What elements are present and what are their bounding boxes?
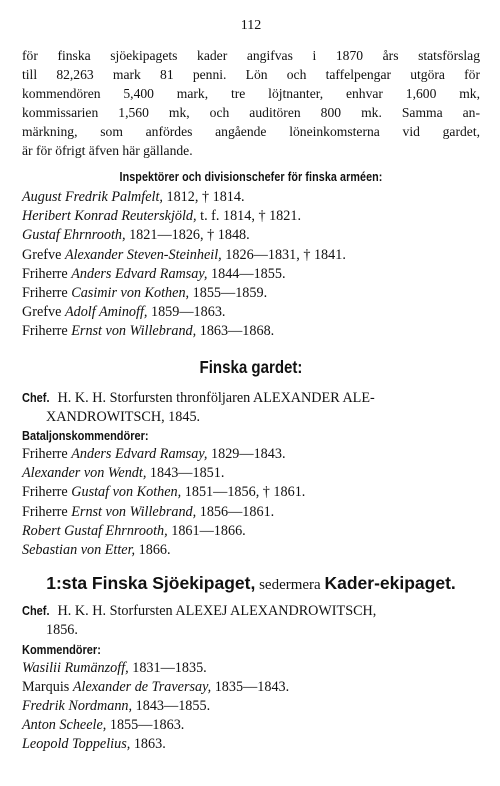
title-part: Kader-ekipaget.	[324, 573, 456, 594]
person-dates: 1812, † 1814.	[162, 189, 245, 205]
inspectors-list	[22, 188, 480, 342]
person-dates: 1821—1826, † 1848.	[125, 227, 250, 244]
list-item	[22, 246, 480, 265]
list-item	[22, 284, 480, 303]
list-item	[22, 735, 480, 754]
list-item	[22, 716, 480, 735]
person-dates: 1835—1843.	[211, 678, 290, 695]
list-item	[22, 265, 480, 284]
list-item	[22, 226, 480, 245]
intro-line: för finska sjöekipagets kader angifvas i 1870 års statsförslag	[22, 48, 480, 63]
person-name: Anders Edvard Ramsay,	[71, 265, 208, 282]
list-item	[22, 322, 480, 341]
intro-line: kommendören 5,400 mark, tre löjtnanter, enhvar 1,600 mk,	[22, 86, 480, 101]
chef-label: Chef.	[22, 603, 50, 619]
person-dates: 1856—1861.	[196, 503, 275, 520]
title-part: 1:sta Finska Sjöekipaget,	[46, 573, 256, 594]
person-name: Ernst von Willebrand,	[71, 503, 197, 520]
person-name: Fredrik Nordmann,	[22, 698, 133, 715]
chef-text-cont: 1856.	[46, 622, 78, 639]
person-name: Leopold Toppelius,	[22, 736, 131, 753]
list-item	[22, 659, 480, 678]
person-dates: 1843—1855.	[132, 698, 211, 715]
commanders-label: Bataljonskommendörer:	[22, 428, 149, 444]
intro-paragraph	[22, 46, 480, 160]
chef-label: Chef.	[22, 389, 50, 405]
person-dates: 1861—1866.	[167, 522, 246, 539]
list-item	[22, 697, 480, 716]
chef-text: H. K. H. Storfursten ALEXEJ ALEXANDROWITSCH,	[54, 603, 377, 620]
person-title: Friherre	[22, 323, 72, 340]
marine-commanders-list	[22, 659, 480, 755]
person-title: Friherre	[22, 446, 72, 463]
inspectors-heading: Inspektörer och divisionschefer för finska arméen:	[119, 170, 383, 184]
person-name: Gustaf von Kothen,	[71, 484, 182, 501]
person-title: Grefve	[22, 304, 65, 321]
person-name: Anders Edvard Ramsay,	[71, 446, 208, 463]
intro-line: kommissarien 1,560 mk, och auditören 800 mk. Samma an-	[22, 105, 480, 120]
person-dates: 1863—1868.	[196, 323, 275, 340]
person-name: August Fredrik Palmfelt,	[22, 189, 163, 205]
intro-line: är för öfrigt äfven här gällande.	[22, 143, 193, 158]
intro-line: märkning, som anfördes angående löneinkomsterna vid gardet,	[22, 124, 480, 139]
person-name: Sebastian von Etter,	[22, 542, 136, 559]
guard-section-title: Finska gardet:	[199, 356, 303, 377]
person-name: Alexander Steven-Steinheil,	[64, 246, 222, 263]
guard-chef	[22, 388, 480, 427]
list-item	[22, 188, 480, 207]
list-item	[22, 678, 480, 697]
person-dates: 1859—1863.	[147, 304, 226, 321]
person-dates: 1843—1851.	[146, 465, 225, 482]
marine-chef	[22, 601, 480, 640]
document-page	[22, 18, 480, 755]
title-part: sedermera	[255, 577, 325, 594]
chef-text: H. K. H. Storfursten thronföljaren ALEXANDER ALE-	[54, 389, 375, 406]
chef-text-cont: XANDROWITSCH, 1845.	[46, 408, 201, 425]
person-dates: 1844—1855.	[207, 265, 286, 282]
person-name: Alexander von Wendt,	[22, 465, 147, 482]
person-title: Friherre	[22, 484, 72, 501]
person-dates: 1863.	[130, 736, 166, 753]
person-dates: 1851—1856, † 1861.	[181, 484, 306, 501]
person-dates: 1829—1843.	[207, 446, 286, 463]
intro-line: till 82,263 mark 81 penni. Lön och taffelpengar utgöra för	[22, 67, 480, 82]
person-title: Friherre	[22, 265, 72, 282]
person-name: Gustaf Ehrnrooth,	[22, 227, 126, 244]
list-item	[22, 303, 480, 322]
person-dates: 1866.	[135, 542, 171, 559]
list-item	[22, 483, 480, 502]
list-item	[22, 503, 480, 522]
guard-commanders-list	[22, 445, 480, 560]
person-title: Friherre	[22, 503, 72, 520]
person-dates: 1855—1863.	[106, 717, 185, 734]
person-name: Robert Gustaf Ehrnrooth,	[22, 522, 168, 539]
person-name: Wasilii Rumänzoff,	[22, 659, 129, 676]
person-name: Anton Scheele,	[22, 717, 107, 734]
list-item	[22, 445, 480, 464]
person-title: Friherre	[22, 285, 72, 302]
person-dates: t. f. 1814, † 1821.	[196, 208, 302, 225]
person-name: Heribert Konrad Reuterskjöld,	[22, 208, 197, 225]
person-dates: 1831—1835.	[128, 659, 207, 676]
person-name: Adolf Aminoff,	[64, 304, 148, 321]
marine-section-title	[22, 573, 480, 594]
list-item	[22, 464, 480, 483]
list-item	[22, 541, 480, 560]
page-number: 112	[240, 18, 262, 33]
person-dates: 1855—1859.	[189, 285, 268, 302]
person-dates: 1826—1831, † 1841.	[221, 246, 346, 263]
person-name: Casimir von Kothen,	[71, 285, 190, 302]
person-title: Grefve	[22, 246, 65, 263]
person-title: Marquis	[22, 678, 73, 695]
list-item	[22, 522, 480, 541]
commanders-label: Kommendörer:	[22, 641, 101, 657]
person-name: Alexander de Traversay,	[72, 678, 212, 695]
person-name: Ernst von Willebrand,	[71, 323, 197, 340]
list-item	[22, 207, 480, 226]
